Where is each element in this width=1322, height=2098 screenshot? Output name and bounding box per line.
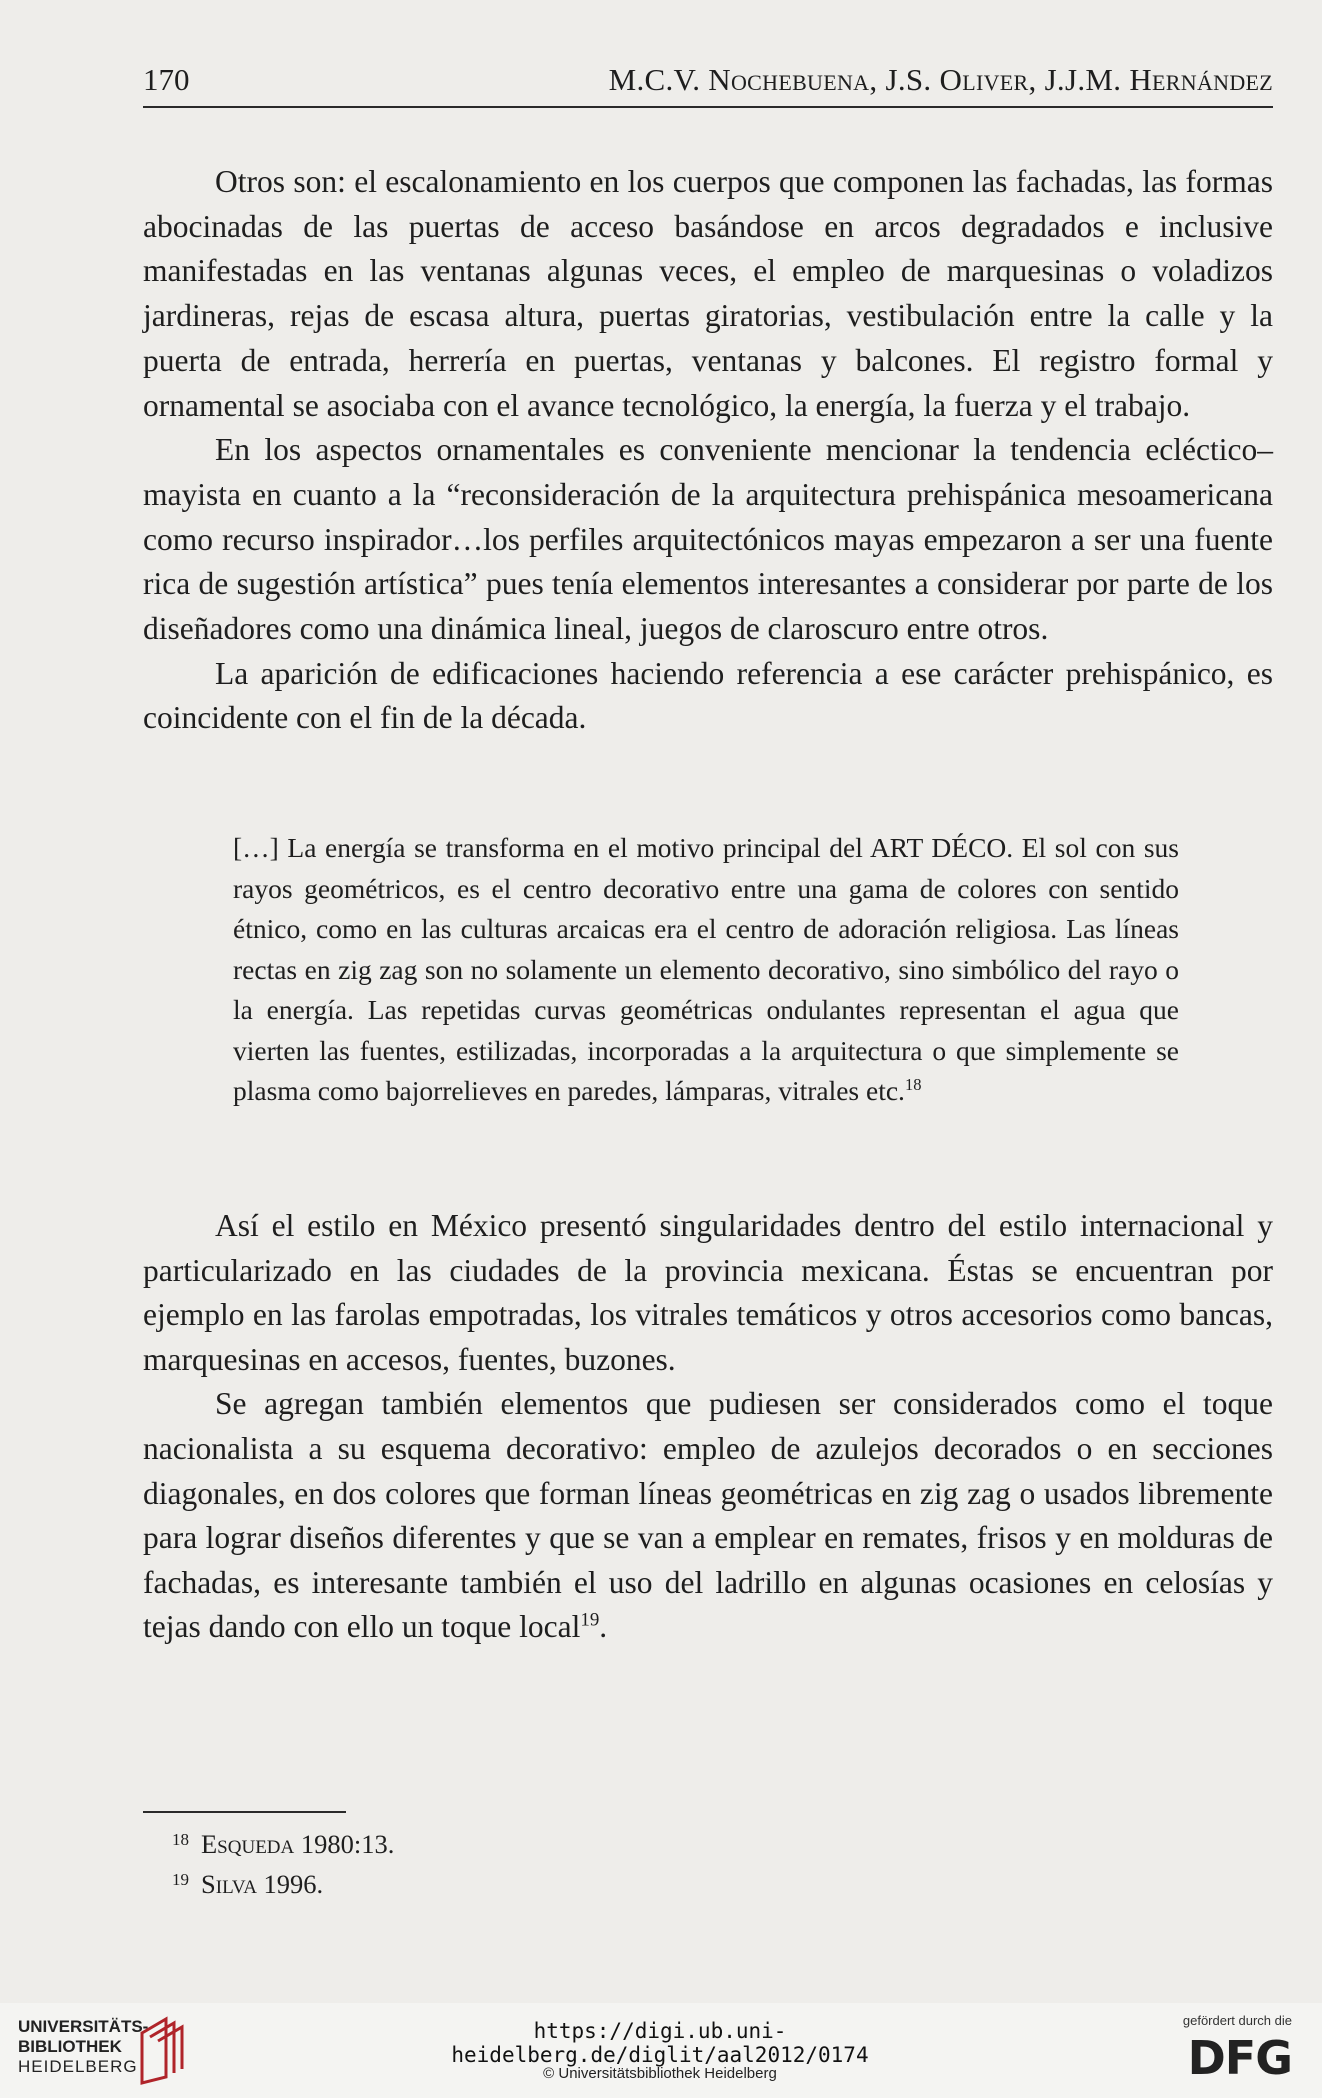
- footnote-divider: [143, 1811, 346, 1813]
- footnote-number: 19: [172, 1870, 189, 1889]
- quote-text: […] La energía se transforma en el motivo principal del ART DÉCO. El sol con sus rayos geométricos, es el centro decorativo entre una gama de colores con sentido étnico, como en las culturas arcaicas era el centro de adoración religiosa. Las líneas rectas en zig zag son no solamente un elemento decorativo, sino simbólico del rayo o la energía. Las repetidas curvas geométricas ondulantes representan el agua que vierten las fuentes, estilizadas, incorporadas a la arquitectura o que simplemente se plasma como bajorrelieves en paredes, lámparas, vitrales etc.: [233, 832, 1179, 1106]
- footnote-item: [172, 1864, 394, 1904]
- page-header: [143, 62, 1273, 108]
- digital-library-footer: [0, 2003, 1322, 2098]
- copyright-notice: © Universitätsbibliothek Heidelberg: [543, 2065, 777, 2082]
- footnote-number: 18: [172, 1830, 189, 1849]
- page-number: 170: [143, 62, 190, 97]
- footnote-author: Esqueda: [201, 1829, 295, 1859]
- footnote-author: Silva: [201, 1869, 257, 1899]
- footnote-item: [172, 1824, 394, 1864]
- library-logo-icon: [136, 2015, 188, 2085]
- dfg-logo[interactable]: DFG: [1187, 2031, 1292, 2085]
- footnote-ref[interactable]: 19: [580, 1609, 600, 1631]
- permalink-url[interactable]: https://digi.ub.uni-heidelberg.de/diglit/aal2012/0174: [451, 2019, 869, 2067]
- footnote-reference: 1996.: [256, 1869, 324, 1899]
- footnote-reference: 1980:13.: [294, 1829, 395, 1859]
- footnotes: [172, 1824, 394, 1904]
- quote-paragraph: [233, 828, 1179, 1112]
- footnote-ref[interactable]: 18: [904, 1074, 922, 1094]
- paragraph: [143, 1382, 1273, 1650]
- block-quote: [233, 828, 1179, 1112]
- paragraph-end: .: [599, 1609, 608, 1645]
- library-name-line: UNIVERSITÄTS-: [18, 2017, 149, 2036]
- funding-note: gefördert durch die: [1182, 2013, 1292, 2028]
- running-head: M.C.V. Nochebuena, J.S. Oliver, J.J.M. Hernández: [608, 62, 1273, 97]
- library-logo-text[interactable]: [18, 2017, 148, 2077]
- paragraph: Otros son: el escalonamiento en los cuerpos que componen las fachadas, las formas abocinadas de las puertas de acceso basándose en arcos degradados e inclusive manifestadas en las ventanas algunas veces, el empleo de marquesinas o voladizos jardineras, rejas de escasa altura, puertas giratorias, vestibulación entre la calle y la puerta de entrada, herrería en puertas, ventanas y balcones. El registro formal y ornamental se asociaba con el avance tecnológico, la energía, la fuerza y el trabajo.: [143, 164, 1273, 423]
- paragraph: Así el estilo en México presentó singularidades dentro del estilo internacional y particularizado en las ciudades de la provincia mexicana. Éstas se encuentran por ejemplo en las farolas empotradas, los vitrales temáticos y otros accesorios como bancas, marquesinas en accesos, fuentes, buzones.: [143, 1208, 1273, 1377]
- paragraph-text: Se agregan también elementos que pudiesen ser considerados como el toque nacionalista a su esquema decorativo: empleo de azulejos decorados o en secciones diagonales, en dos colores que forman líneas geométricas en zig zag o usados libremente para lograr diseños diferentes y que se van a emplear en remates, frisos y en molduras de fachadas, es interesante también el uso del ladrillo en algunas ocasiones en celosías y tejas dando con ello un toque local: [143, 1386, 1273, 1645]
- paragraph: En los aspectos ornamentales es conveniente mencionar la tendencia ecléctico– mayista en cuanto a la “reconsideración de la arquitectura prehispánica mesoamericana como recurso inspirador…los perfiles arquitectónicos mayas empezaron a ser una fuente rica de sugestión artística” pues tenía elementos interesantes a considerar por parte de los diseñadores como una dinámica lineal, juegos de claroscuro entre otros.: [143, 432, 1273, 647]
- library-name-line: HEIDELBERG: [18, 2057, 138, 2076]
- library-name-line: BIBLIOTHEK: [18, 2037, 122, 2056]
- paragraph: La aparición de edificaciones haciendo referencia a ese carácter prehispánico, es coincidente con el fin de la década.: [143, 655, 1273, 736]
- main-text-continued: [143, 1204, 1273, 1650]
- main-text: [143, 160, 1273, 741]
